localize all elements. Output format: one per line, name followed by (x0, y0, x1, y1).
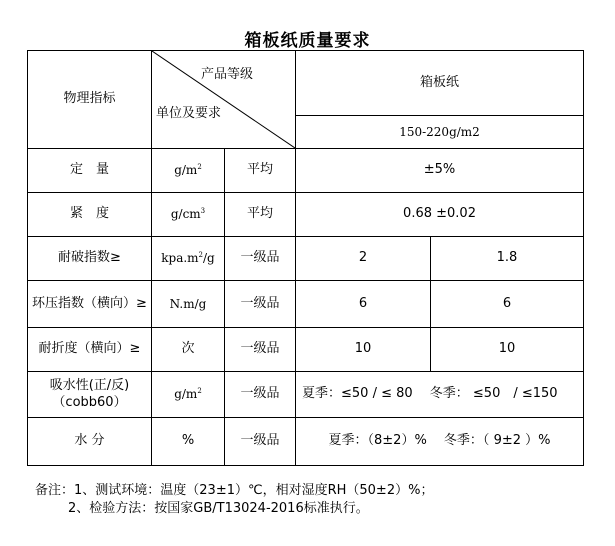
row-name: 环压指数（横向）≥ (28, 281, 152, 328)
unit-label: 单位及要求 (156, 105, 222, 121)
note-line-1: 备注：1、测试环境：温度（23±1）℃，相对湿度RH（50±2）%； (35, 483, 434, 498)
row-value: 夏季：≤50 / ≤ 80 冬季： ≤50 / ≤150 (296, 372, 584, 418)
row-unit: $g/cm^3$ (152, 193, 225, 237)
table-row (28, 328, 584, 372)
row-name: 紧 度 (28, 193, 152, 237)
property-header: 物理指标 (28, 51, 152, 149)
row-unit: $g/m^2$ (152, 372, 225, 418)
quality-spec-table (27, 50, 584, 466)
table-row (28, 281, 584, 328)
table-row (28, 372, 584, 418)
row-requirement: 平均 (225, 193, 296, 237)
row-unit: 次 (152, 328, 225, 372)
header-row (28, 51, 584, 116)
notes (35, 482, 433, 518)
row-requirement: 一级品 (225, 372, 296, 418)
row-requirement: 一级品 (225, 418, 296, 466)
note-line-2: 2、检验方法：按国家GB/T13024-2016标准执行。 (68, 501, 369, 516)
row-value: 0.68 ±0.02 (296, 193, 584, 237)
diagonal-line (152, 51, 295, 148)
table-row (28, 149, 584, 193)
diagonal-header-cell (152, 51, 296, 149)
row-value-2: 10 (431, 328, 584, 372)
row-value-1: 10 (296, 328, 431, 372)
row-unit: N.m/g (152, 281, 225, 328)
row-name: 水 分 (28, 418, 152, 466)
row-value-1: 6 (296, 281, 431, 328)
row-value-2: 1.8 (431, 237, 584, 281)
row-value: ±5% (296, 149, 584, 193)
row-value-1: 2 (296, 237, 431, 281)
row-name: 吸水性(正/反)（cobb60） (28, 372, 152, 418)
row-requirement: 一级品 (225, 237, 296, 281)
grade-label: 产品等级 (200, 67, 253, 82)
row-value: 夏季：（8±2）% 冬季：（ 9±2 ）% (296, 418, 584, 466)
product-header: 箱板纸 (296, 51, 584, 116)
row-value-2: 6 (431, 281, 584, 328)
row-requirement: 平均 (225, 149, 296, 193)
row-name: 耐折度（横向）≥ (28, 328, 152, 372)
row-requirement: 一级品 (225, 328, 296, 372)
row-unit: $g/m^2$ (152, 149, 225, 193)
row-name: 定 量 (28, 149, 152, 193)
table-row (28, 237, 584, 281)
document-title: 箱板纸质量要求 (244, 31, 371, 51)
table-row (28, 193, 584, 237)
row-unit: % (152, 418, 225, 466)
spec-header: 150-220g/m2 (296, 116, 584, 149)
row-unit: $kpa.m^2/g$ (152, 237, 225, 281)
row-name: 耐破指数≥ (28, 237, 152, 281)
table-row (28, 418, 584, 466)
row-requirement: 一级品 (225, 281, 296, 328)
